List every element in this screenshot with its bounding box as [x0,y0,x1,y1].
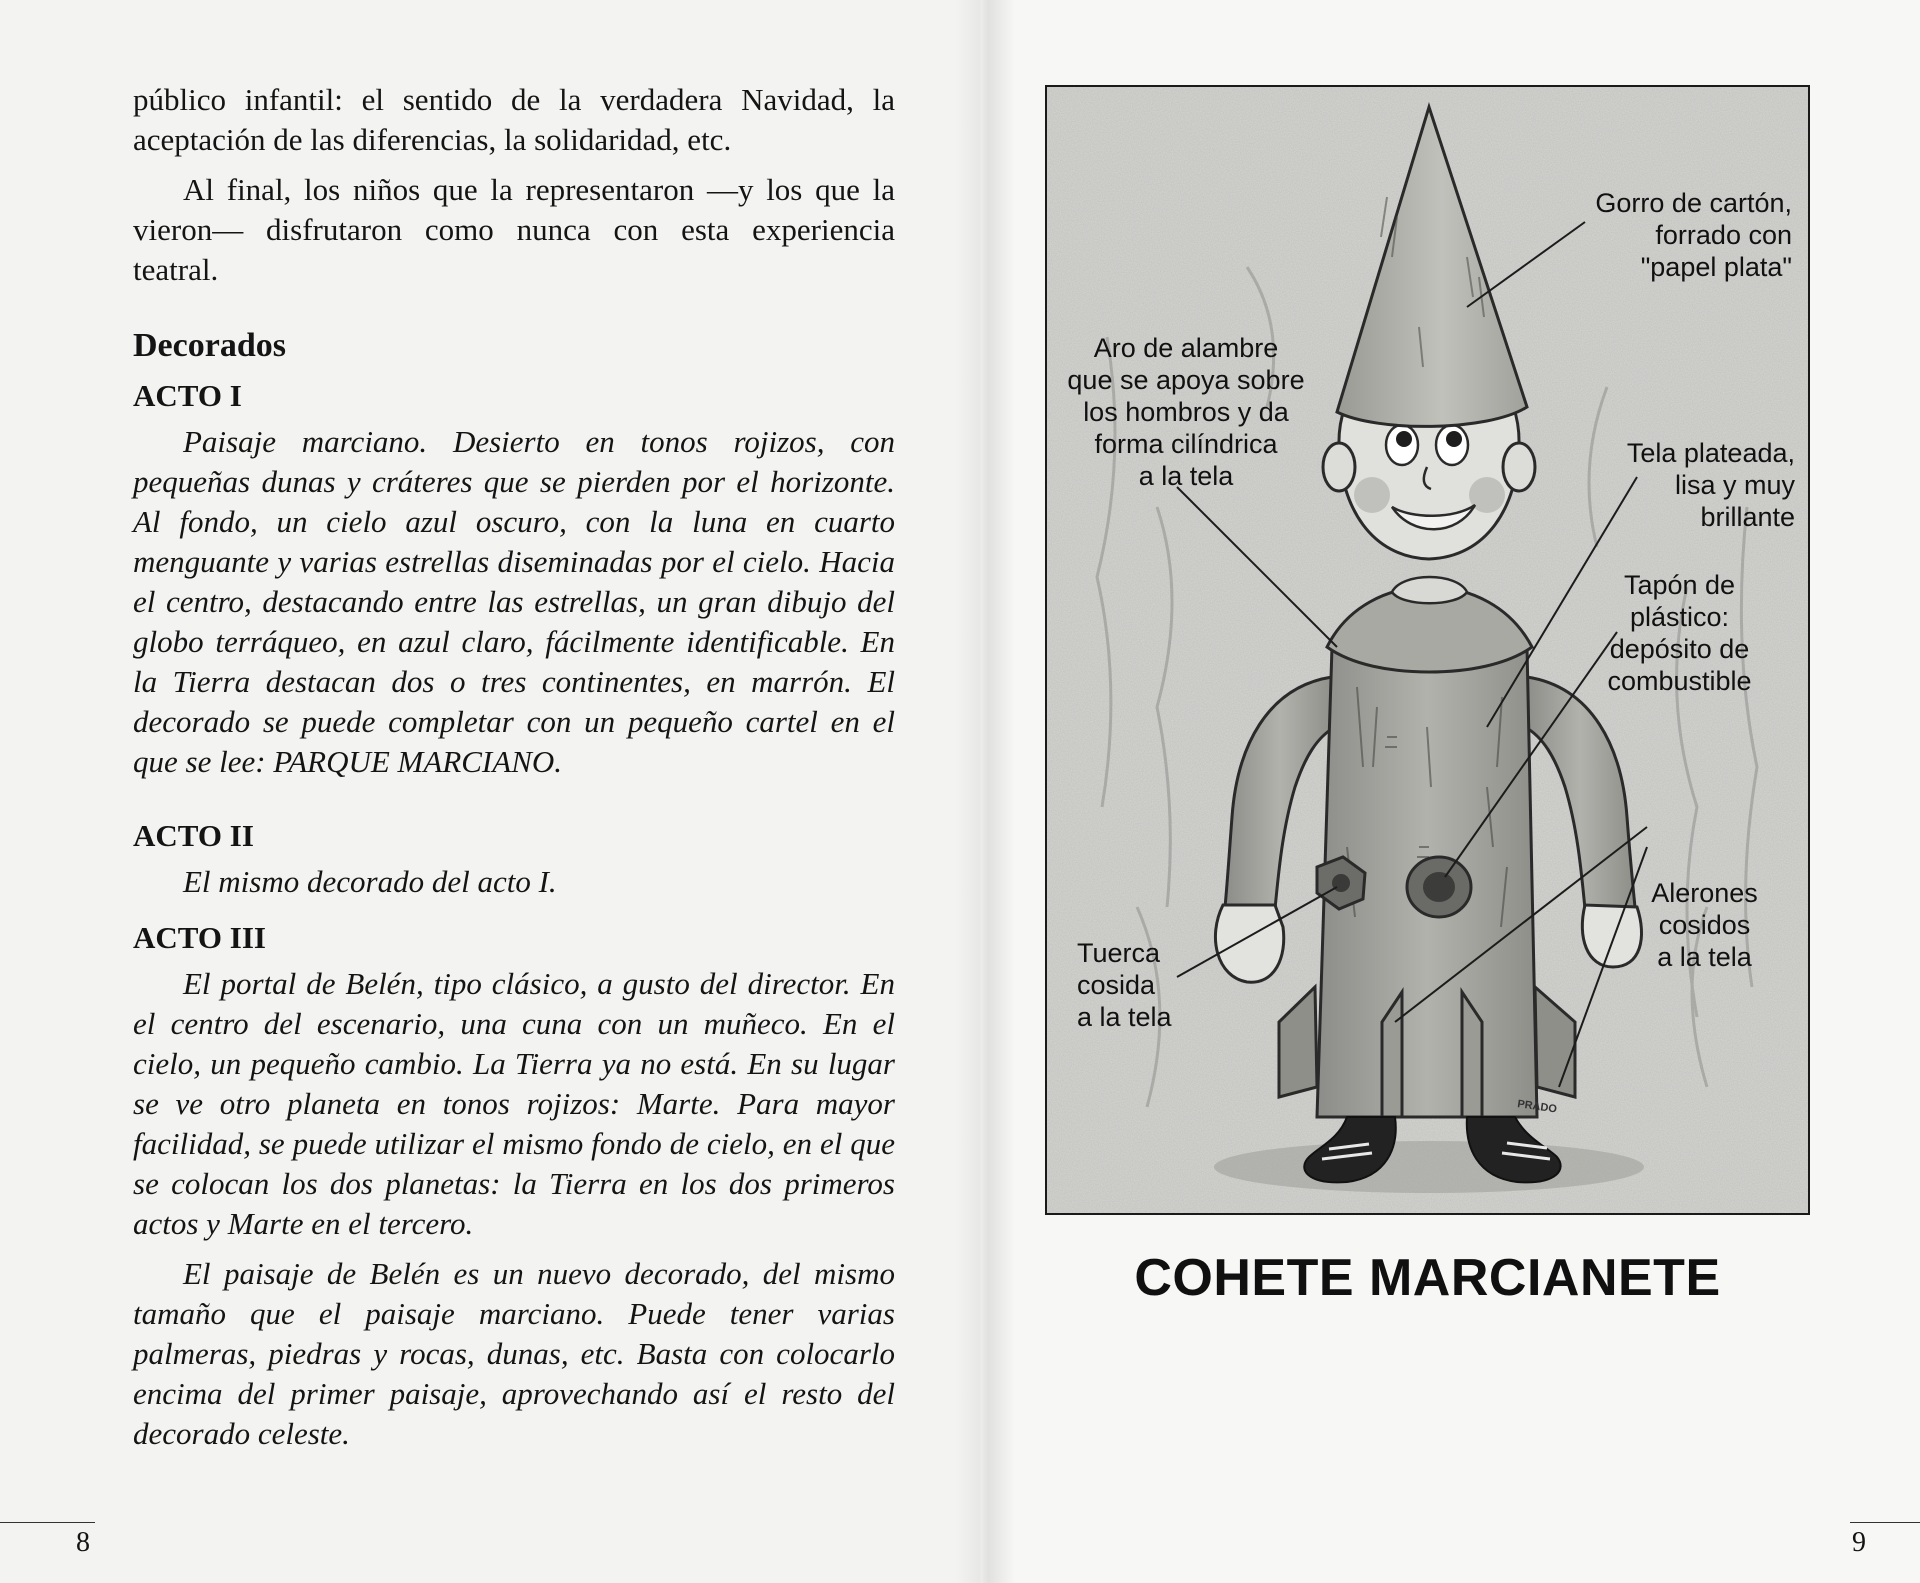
left-page-text [133,80,895,1464]
act-2-description: El mismo decorado del acto I. [183,864,557,899]
act-2-heading: ACTO II [133,818,254,853]
act-1-description: Paisaje marciano. Desierto en tonos rojizos, con pequeñas dunas y cráteres que se pierden por el horizonte. Al fondo, un cielo azul oscuro, con la luna en cuarto menguante y varias estrellas diseminadas por el cielo. Hacia el centro, destacando entre las estrellas, un gran dibujo del globo terráqueo, en azul claro, fácilmente identificable. En la Tierra destacan dos o tres continentes, en marrón. El decorado se puede completar con un pequeño cartel en el que se lee: PARQUE MARCIANO. [133,424,895,779]
page-number-right: 9 [1852,1527,1866,1558]
act-3-description-2: El paisaje de Belén es un nuevo decorado, del mismo tamaño que el paisaje marciano. Puede tener varias palmeras, piedras y rocas, dunas, etc. Basta con colocarlo encima del primer paisaje, aprovechando así el resto del decorado celeste. [133,1256,895,1451]
callout-hat: Gorro de cartón, forrado con "papel plata" [1595,188,1792,282]
left-pupil [1396,431,1412,447]
callout-fabric: Tela plateada, lisa y muy brillante [1626,438,1795,532]
rocket-costume-illustration [1045,85,1810,1215]
intro-continuation: público infantil: el sentido de la verdadera Navidad, la aceptación de las diferencias, la solidaridad, etc. [133,82,895,157]
act-3-description: El portal de Belén, tipo clásico, a gusto del director. En el centro del escenario, una cuna con un muñeco. En el cielo, un pequeño cambio. La Tierra ya no está. En su lugar se ve otro planeta en tonos rojizos: Marte. Para mayor facilidad, se puede utilizar el mismo fondo de cielo, en el que se colocan los dos planetas: la Tierra en los dos primeros actos y Marte en el tercero. [133,966,895,1241]
footer-rule-right [1850,1522,1920,1523]
right-ear [1503,443,1535,491]
act-3-heading: ACTO III [133,920,266,955]
artist-signature: PRADO [1516,1098,1558,1116]
footer-rule-left [0,1522,95,1523]
neck [1392,577,1467,603]
callout-nut: Tuerca cosida a la tela [1077,938,1172,1032]
intro-paragraph: Al final, los niños que la representaron —y los que la vieron— disfrutaron como nunca con esta experiencia teatral. [133,172,895,287]
callout-cap: Tapón de plástico: depósito de combustible [1607,570,1752,696]
figure-caption: COHETE MARCIANETE [1134,1249,1721,1307]
callout-wire-ring: Aro de alambre que se apoya sobre los hombros y da forma cilíndrica a la tela [1067,333,1305,491]
section-heading-decorados: Decorados [133,327,286,364]
act-1-heading: ACTO I [133,378,242,413]
left-cheek [1354,477,1390,513]
plastic-cap-center [1423,872,1455,902]
left-ear [1323,443,1355,491]
floor-shadow [1214,1141,1644,1193]
callout-fins: Alerones cosidos a la tela [1651,878,1758,972]
right-pupil [1446,431,1462,447]
right-page [980,0,1920,1583]
page-number-left: 8 [76,1527,90,1558]
